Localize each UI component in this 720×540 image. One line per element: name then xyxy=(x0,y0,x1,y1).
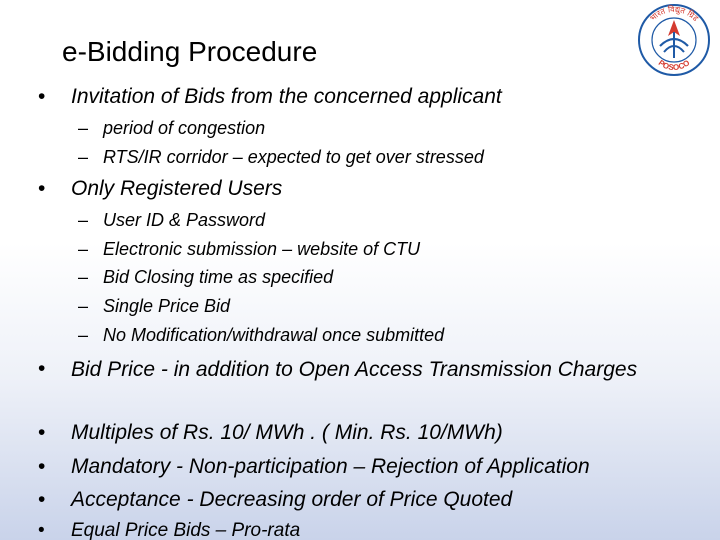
dash-marker: – xyxy=(78,239,89,259)
bullet-item xyxy=(38,520,678,540)
bullet-item xyxy=(38,487,678,513)
logo-text-bottom: POSOCO xyxy=(656,58,692,73)
bullet-text: Acceptance - Decreasing order of Price Quoted xyxy=(71,488,513,511)
bullet-marker: • xyxy=(38,357,46,380)
sub-bullet-item xyxy=(78,266,678,288)
bullet-marker: • xyxy=(38,488,46,511)
dash-marker: – xyxy=(78,210,89,230)
bullet-marker: • xyxy=(38,85,46,108)
bullet-text: Multiples of Rs. 10/ MWh . ( Min. Rs. 10/MWh) xyxy=(71,421,503,444)
sub-bullet-item xyxy=(78,238,678,260)
bullet-text: Bid Price - in addition to Open Access Transmission Charges xyxy=(71,358,638,381)
dash-marker: – xyxy=(78,147,89,167)
bullet-item xyxy=(38,176,678,202)
bullet-marker: • xyxy=(38,520,45,540)
sub-bullet-item xyxy=(78,324,678,346)
sub-bullet-text: RTS/IR corridor – expected to get over stressed xyxy=(103,147,484,167)
sub-bullet-text: Single Price Bid xyxy=(103,296,231,316)
dash-marker: – xyxy=(78,267,89,287)
bullet-item xyxy=(38,454,708,480)
bullet-text: Mandatory - Non-participation – Rejection of Application xyxy=(71,455,590,478)
sub-bullet-item xyxy=(78,295,678,317)
bullet-text: Equal Price Bids – Pro-rata xyxy=(71,520,301,540)
dash-marker: – xyxy=(78,325,89,345)
bullet-item xyxy=(38,356,658,384)
sub-bullet-item xyxy=(78,146,678,168)
bullet-marker: • xyxy=(38,177,46,200)
bullet-text: Invitation of Bids from the concerned applicant xyxy=(71,85,502,108)
dash-marker: – xyxy=(78,118,89,138)
slide-title: e-Bidding Procedure xyxy=(62,36,318,67)
sub-bullet-text: period of congestion xyxy=(103,118,266,138)
bullet-item xyxy=(38,420,678,446)
sub-bullet-text: No Modification/withdrawal once submitted xyxy=(103,325,445,345)
sub-bullet-text: Electronic submission – website of CTU xyxy=(103,239,421,259)
sub-bullet-text: User ID & Password xyxy=(103,210,266,230)
dash-marker: – xyxy=(78,296,89,316)
bullet-text: Only Registered Users xyxy=(71,177,283,200)
sub-bullet-item xyxy=(78,209,678,231)
sub-bullet-text: Bid Closing time as specified xyxy=(103,267,334,287)
sub-bullet-item xyxy=(78,117,678,139)
logo-text-top: भारत विद्युत ग्रिड xyxy=(648,4,701,23)
bullet-marker: • xyxy=(38,421,46,444)
bullet-marker: • xyxy=(38,455,46,478)
bullet-item xyxy=(38,84,678,110)
